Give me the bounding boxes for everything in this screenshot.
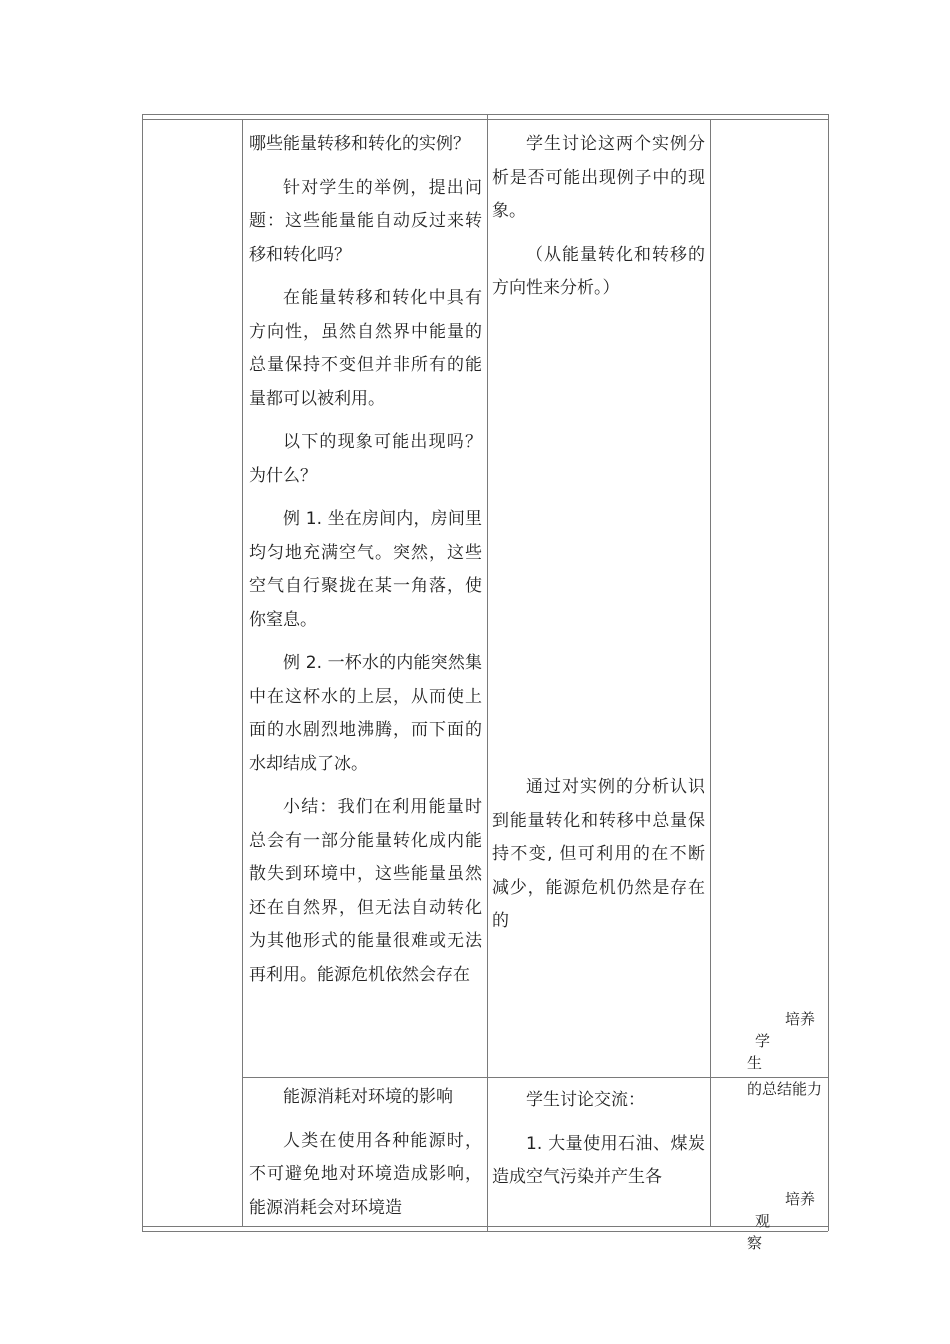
student-activity-cell-2 [492,1084,705,1205]
column-divider-2 [487,114,488,1231]
paragraph: 1. 大量使用石油、煤炭造成空气污染并产生各 [492,1133,705,1187]
student-activity-cell [492,128,705,316]
table-right-border [828,114,829,1231]
paragraph: 例 2. 一杯水的内能突然集中在这杯水的上层，从而使上面的水剧烈地沸腾，而下面的水却结成了冰。 [249,653,482,774]
intent-line: 生 [747,1054,763,1072]
paragraph: 以下的现象可能出现吗？为什么？ [249,432,482,486]
section-heading: 能源消耗对环境的影响 [283,1087,453,1107]
paragraph: 例 1. 坐在房间内，房间里均匀地充满空气。突然，这些空气自行聚拢在某一角落，使你窒息。 [249,509,482,630]
intent-line: 察 [747,1234,763,1252]
design-intent-cell-2 [717,1188,825,1254]
intent-line: 培养学 [755,1010,816,1050]
table-top-border-inner [142,119,828,120]
paragraph: 小结：我们在利用能量时总会有一部分能量转化成内能散失到环境中，这些能量虽然还在自然界，但无法自动转化为其他形式的能量很难或无法再利用。能源危机依然会存在 [249,797,482,985]
teacher-activity-cell [249,128,482,1002]
paragraph: （从能量转化和转移的方向性来分析。） [492,244,705,298]
paragraph: 在能量转移和转化中具有方向性，虽然自然界中能量的总量保持不变但并非所有的能量都可以被利用。 [249,288,482,409]
paragraph: 针对学生的举例，提出问题：这些能量能自动反过来转移和转化吗？ [249,177,482,265]
intent-line: 的总结能力 [747,1080,823,1098]
paragraph: 人类在使用各种能源时，不可避免地对环境造成影响，能源消耗会对环境造 [249,1130,482,1218]
student-activity-summary [492,771,705,949]
paragraph: 学生讨论交流： [526,1090,645,1110]
paragraph: 学生讨论这两个实例分析是否可能出现例子中的现象。 [492,134,705,221]
paragraph: 通过对实例的分析认识到能量转化和转移中总量保持不变, 但可利用的在不断减少，能源危机仍然是存在的 [492,777,705,931]
table-top-border [142,114,828,115]
column-divider-1 [242,119,243,1226]
table-left-border [142,114,143,1231]
paragraph: 哪些能量转移和转化的实例？ [249,134,470,154]
intent-line: 培养观 [755,1190,816,1230]
teacher-activity-cell-2 [249,1081,482,1235]
column-divider-3 [710,119,711,1226]
design-intent-cell [717,1008,825,1100]
